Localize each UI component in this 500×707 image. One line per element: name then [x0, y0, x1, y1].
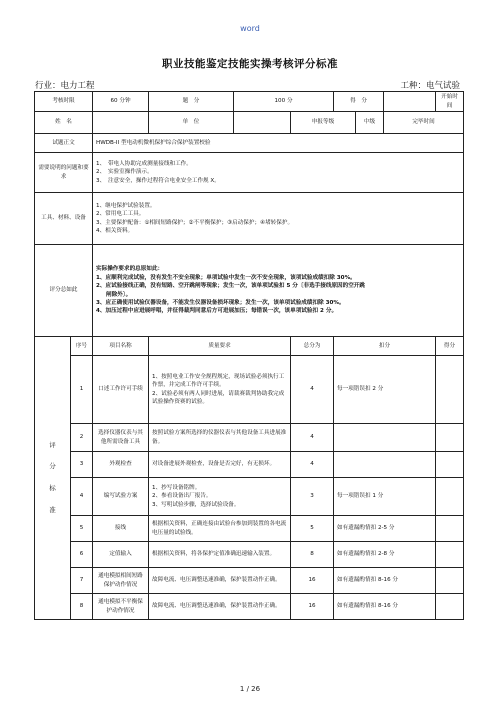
- general-head: 实际操作要求的总原如此：: [96, 266, 164, 273]
- col-header-deduct: 扣分: [334, 337, 436, 356]
- col-header-name: 项目名称: [93, 337, 149, 356]
- row-req: 故障电流、电压调整迅速准确，保护装置动作正确。: [149, 594, 291, 620]
- row-no: 5: [71, 516, 93, 542]
- got-value[interactable]: [384, 92, 436, 112]
- row-no: 2: [71, 424, 93, 452]
- criteria-row: [35, 424, 464, 452]
- row-deduct: 如有遗漏酌情扣 8-16 分: [334, 568, 436, 594]
- general-item: 4、加压过程中应进展呼唱，并征得裁判同意后方可进展加压；每错误一次，该单项试验扣 2 分。: [96, 308, 338, 315]
- row-no: 7: [71, 568, 93, 594]
- row-deduct: [334, 424, 436, 452]
- row-got[interactable]: [436, 424, 464, 452]
- row-total: 16: [291, 568, 334, 594]
- criteria-header-row: [35, 337, 464, 356]
- req-line: 1、按照电业工作安全规程规定，现场试验必须执行工作票，并完成工作许可手续。: [152, 373, 285, 389]
- tools-label: 工具、材料、设备: [35, 193, 93, 245]
- row-no: 3: [71, 452, 93, 478]
- info-row-1: [35, 92, 464, 112]
- notes-item: 1、 带电人协助完成测量接线和工作。: [96, 160, 192, 167]
- row-req: 按照试验方案所选择的仪器仪表与其他设备工具进展准备。: [149, 424, 291, 452]
- row-no: 6: [71, 542, 93, 568]
- col-header-got: 得分: [436, 337, 464, 356]
- trade-label: 工种：电气试验: [400, 81, 460, 91]
- row-total: 3: [291, 478, 334, 516]
- general-label: 评分总如此: [35, 245, 93, 337]
- row-no: 4: [71, 478, 93, 516]
- col-header-req: 质量要求: [149, 337, 291, 356]
- page-header-word: word: [240, 24, 260, 33]
- col-header-no: 序号: [71, 337, 93, 356]
- row-total: 4: [291, 452, 334, 478]
- general-content: [93, 245, 464, 337]
- row-name: 选择仪器仪表与其他所需设备工具: [93, 424, 149, 452]
- row-name: 外观检查: [93, 452, 149, 478]
- score-label: 题 分: [149, 92, 234, 112]
- row-no: 8: [71, 594, 93, 620]
- side-char: 准: [49, 505, 56, 514]
- row-name: 口述工作许可手续: [93, 356, 149, 424]
- req-line: 2、试验必须有两人同时进展，请裁赛裁判协助我完成试验操作资赛的试验。: [152, 390, 285, 405]
- notes-content: [93, 153, 464, 193]
- row-req: 故障电流、电压调整迅速准确，保护装置动作正确。: [149, 568, 291, 594]
- topic-row: [35, 134, 464, 153]
- row-total: 8: [291, 542, 334, 568]
- tools-row: [35, 193, 464, 245]
- tools-item: 3、主要保护配备：①相间短路保护；②不平衡保护；③启动保护；④堵转保护。: [96, 219, 294, 226]
- row-req: 根据相关资料，将各保护定值准确迅速输入装置。: [149, 542, 291, 568]
- general-item: 2、应试验接线正确，没有短路、空开跳闸等现象；发生一次，该单项试验扣 5 分〔非选手接线原因的空开跳: [96, 283, 366, 290]
- notes-row: [35, 153, 464, 193]
- page-footer: 1 / 26: [239, 685, 261, 693]
- row-got[interactable]: [436, 452, 464, 478]
- criteria-side-label: [35, 337, 71, 620]
- row-req: 根据相关资料，正确连接由试验台参加到装置的各电流电压量的试验线。: [149, 516, 291, 542]
- row-total: 16: [291, 594, 334, 620]
- col-header-total: 总分为: [291, 337, 334, 356]
- row-deduct: 如有遗漏酌情扣 2-5 分: [334, 516, 436, 542]
- criteria-row: [35, 356, 464, 424]
- side-char: 分: [49, 462, 56, 471]
- level-value: 中级: [356, 112, 384, 134]
- tools-item: 2、常用电工工具。: [96, 211, 145, 218]
- criteria-row: [35, 478, 464, 516]
- tools-item: 1、继电保护试验装置。: [96, 202, 156, 209]
- general-item: 1、应顺利完成试验，没有发生不安全现象；单项试验中发生一次不安全现象，该项试验成绩扣除 30%。: [96, 274, 356, 281]
- general-item: 3、应正确使用试验仪器设备，不能发生仪器设备损坏现象；发生一次，该单项试验成绩扣除 30%。: [96, 299, 345, 306]
- row-deduct: [334, 452, 436, 478]
- req-line: 3、写明试验步骤，选择试验设备。: [152, 501, 240, 508]
- row-name: 接线: [93, 516, 149, 542]
- row-req: 对设备进展外观检查，设备是否完好，有无损坏。: [149, 452, 291, 478]
- document-title: 职业技能鉴定技能实操考核评分标准: [162, 58, 338, 70]
- unit-value[interactable]: [234, 112, 291, 134]
- row-name: 通电模拟不平衡保护动作情况: [93, 594, 149, 620]
- row-name: 定值输入: [93, 542, 149, 568]
- tools-item: 4、相关资料。: [96, 227, 134, 234]
- criteria-row: [35, 516, 464, 542]
- end-time-label: 完毕时间: [384, 112, 464, 134]
- row-total: 4: [291, 424, 334, 452]
- criteria-row: [35, 452, 464, 478]
- row-got[interactable]: [436, 478, 464, 516]
- topic-text: HWDB-II 型电动机微机保护综合保护装置校验: [93, 134, 464, 153]
- info-row-2: [35, 112, 464, 134]
- row-name: 通电模拟相间短路保护动作情况: [93, 568, 149, 594]
- criteria-row: [35, 568, 464, 594]
- notes-item: 3、 注意安全，操作过程符合电业安全工作规 X。: [96, 177, 220, 184]
- row-got[interactable]: [436, 356, 464, 424]
- scoring-table: [34, 91, 464, 620]
- exam-time-value: 60 分钟: [93, 92, 149, 112]
- general-item: 闸除外〕。: [106, 291, 132, 298]
- row-deduct: 每一项错误扣 1 分: [334, 478, 436, 516]
- exam-time-label: 考核时限: [35, 92, 93, 112]
- row-got[interactable]: [436, 594, 464, 620]
- score-value: 100 分: [234, 92, 334, 112]
- side-char: 评: [49, 440, 56, 449]
- tools-content: [93, 193, 464, 245]
- topic-label: 试题正文: [35, 134, 93, 153]
- industry-label: 行业：电力工程: [35, 81, 95, 91]
- general-row: [35, 245, 464, 337]
- got-label: 得 分: [334, 92, 384, 112]
- name-value[interactable]: [93, 112, 149, 134]
- req-line: 1、抄写设备铭牌。: [152, 484, 201, 491]
- start-time-label: 开始时间: [436, 92, 464, 112]
- row-deduct: 如有遗漏酌情扣 2-8 分: [334, 542, 436, 568]
- req-line: 2、参看设备出厂报告。: [152, 493, 212, 500]
- criteria-row: [35, 542, 464, 568]
- side-char: 标: [49, 484, 56, 492]
- row-got[interactable]: [436, 568, 464, 594]
- notes-item: 2、 实验室操作演示。: [96, 169, 153, 176]
- row-deduct: 如有遗漏酌情扣 8-16 分: [334, 594, 436, 620]
- unit-label: 单 位: [149, 112, 234, 134]
- criteria-row: [35, 594, 464, 620]
- row-deduct: 每一项错误扣 2 分: [334, 356, 436, 424]
- level-label: 申报等级: [291, 112, 356, 134]
- name-label: 姓 名: [35, 112, 93, 134]
- row-no: 1: [71, 356, 93, 424]
- row-got[interactable]: [436, 516, 464, 542]
- notes-label: 需要说明的问题和要求: [35, 153, 93, 193]
- row-got[interactable]: [436, 542, 464, 568]
- row-req: [149, 478, 291, 516]
- row-total: 5: [291, 516, 334, 542]
- row-name: 编写试验方案: [93, 478, 149, 516]
- row-total: 4: [291, 356, 334, 424]
- row-req: [149, 356, 291, 424]
